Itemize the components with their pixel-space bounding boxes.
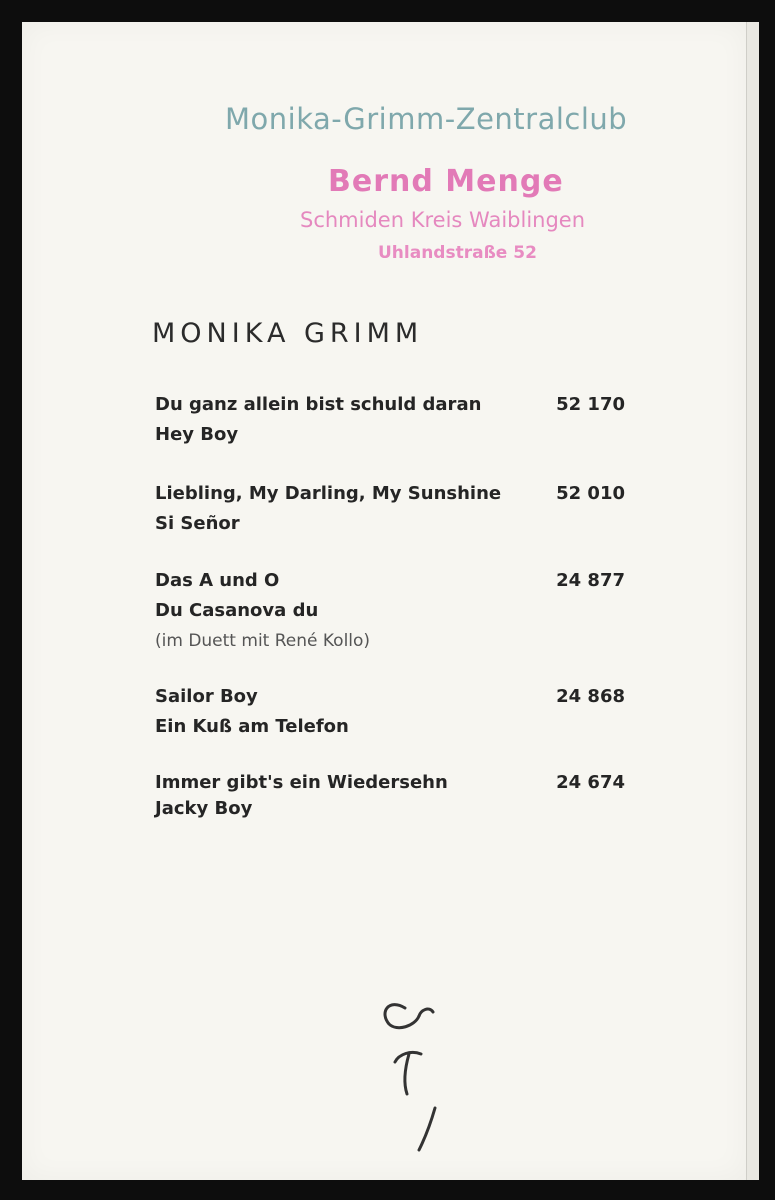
stamp-place: Schmiden Kreis Waiblingen <box>300 208 586 232</box>
song-title: Du Casanova du <box>155 600 319 621</box>
stamp-street: Uhlandstraße 52 <box>378 243 537 263</box>
catalog-number: 24 674 <box>556 772 625 793</box>
catalog-number: 24 868 <box>556 686 625 707</box>
duet-note: (im Duett mit René Kollo) <box>155 631 371 651</box>
song-title: Liebling, My Darling, My Sunshine <box>155 483 502 504</box>
song-title: Immer gibt's ein Wiedersehn <box>155 772 448 793</box>
handwritten-mark <box>375 990 465 1160</box>
record-entry <box>155 479 625 539</box>
record-entry <box>155 682 625 742</box>
song-title: Ein Kuß am Telefon <box>155 716 349 737</box>
catalog-number: 52 170 <box>556 394 625 415</box>
artist-heading: MONIKA GRIMM <box>152 318 424 349</box>
record-entry <box>155 768 625 820</box>
card-edge <box>746 22 759 1180</box>
stamp-name: Bernd Menge <box>328 164 564 199</box>
record-entry <box>155 390 625 450</box>
record-entry <box>155 566 625 656</box>
song-title: Du ganz allein bist schuld daran <box>155 394 482 415</box>
catalog-number: 24 877 <box>556 570 625 591</box>
song-title: Si Señor <box>155 513 240 534</box>
song-title: Sailor Boy <box>155 686 258 707</box>
club-name: Monika-Grimm-Zentralclub <box>225 102 628 136</box>
catalog-number: 52 010 <box>556 483 625 504</box>
song-title: Das A und O <box>155 570 280 591</box>
song-title: Jacky Boy <box>155 798 253 819</box>
song-title: Hey Boy <box>155 424 239 445</box>
